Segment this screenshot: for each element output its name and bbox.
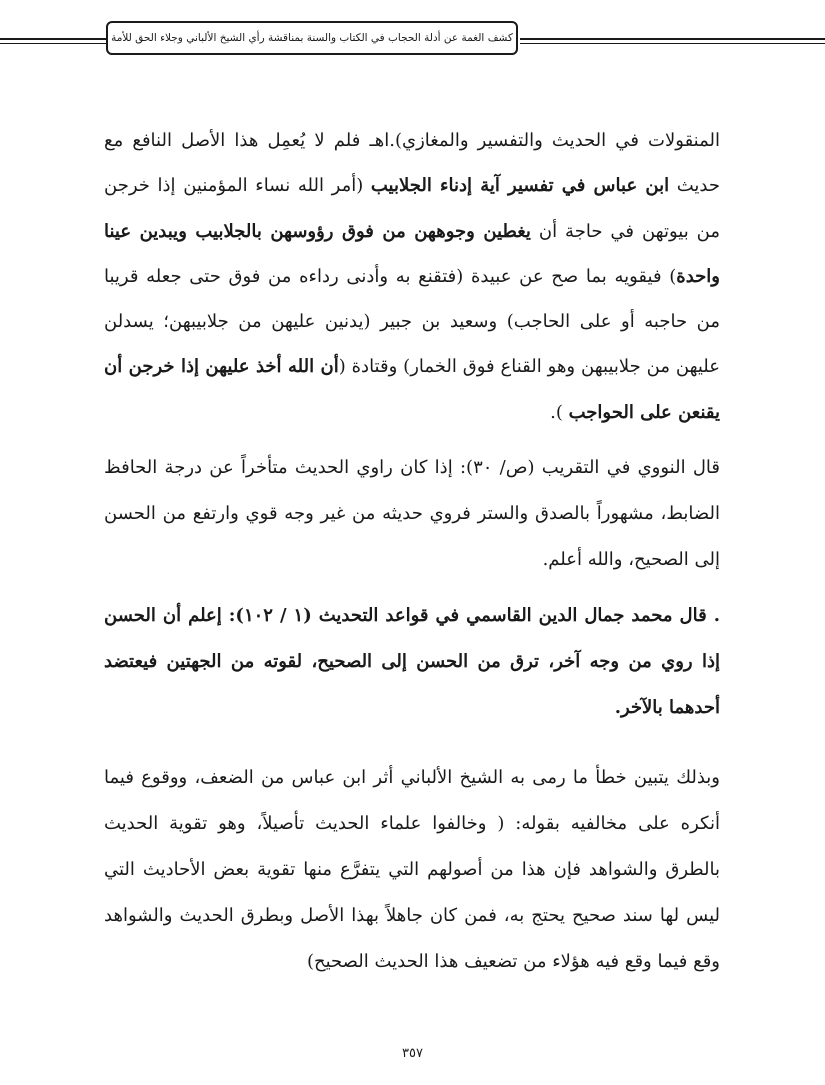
page-number: ٣٥٧: [402, 1046, 423, 1061]
p1-seg-0: المنقولات في الحديث والتفسير والمغازي).اهـ فلم لا يُعمِل هذا الأصل النافع مع حديث: [104, 130, 720, 197]
header-rule-right: [520, 38, 825, 40]
paragraph-2: [104, 445, 720, 583]
page-body: [104, 118, 720, 985]
running-header-title: كشف الغمة عن أدلة الحجاب في الكتاب والسنة بمناقشة رأي الشيخ الألباني وجلاء الحق للأمة: [111, 32, 513, 44]
p4-seg-0: وبذلك يتبين خطأ ما رمى به الشيخ الألباني أثر ابن عباس من الضعف، ووقوع فيما أنكره على مخالفيه بقوله: ( وخالفوا علماء الحديث تأصيلاً، وهو تقوية الحديث بالطرق والشواهد فإن هذا من أصولهم التي يتفرَّع منها تقوية بعض الأحاديث التي ليس لها سند صحيح يحتج به، فمن كان جاهلاً بهذا الأصل وبطرق الحديث والشواهد وقع فيما وقع فيه هؤلاء من تضعيف هذا الحديث الصحيح): [104, 767, 720, 973]
p1-seg-1: ابن عباس في تفسير آية إدناء الجلابيب: [370, 175, 670, 197]
p3-seg-0: . قال محمد جمال الدين القاسمي في قواعد التحديث (١ / ١٠٢): إعلم أن الحسن إذا روي من وجه آخر، ترق من الحسن إلى الصحيح، لقوته من الجهتين فيعتضد أحدهما بالآخر.: [104, 605, 720, 719]
p1-seg-5: أن الله أخذ عليهن إذا خرجن أن يقنعن على الحواجب: [104, 356, 720, 423]
running-header: [106, 21, 518, 55]
p1-seg-6: ).: [550, 401, 569, 423]
p1-seg-4: ) فيقويه بما صح عن عبيدة (فتقنع به وأدنى رداءه من فوق حتى جعله قريبا من حاجبه أو على الحاجب) وسعيد بن جبير (يدنين عليهن من جلابيبهن؛ يسدلن عليهن من جلابيبهن وهو القناع فوق الخمار) وقتادة (: [104, 265, 720, 378]
p2-seg-0: قال النووي في التقريب (ص/ ٣٠): إذا كان راوي الحديث متأخراً عن درجة الحافظ الضابط، مشهوراً بالصدق والستر فروي حديثه من غير وجه قوي وارتفع من الحسن إلى الصحيح، والله أعلم.: [104, 457, 721, 571]
paragraph-gap: [104, 731, 720, 755]
header-rule-right-thin: [520, 43, 825, 44]
header-rule-left: [0, 38, 106, 40]
paragraph-4: [104, 755, 720, 985]
p1-seg-3: يغطين وجوههن من فوق رؤوسهن بالجلابيب ويبدين عينا واحدة: [104, 220, 720, 287]
paragraph-1: [104, 118, 720, 435]
paragraph-gap: [104, 435, 720, 445]
paragraph-gap: [104, 583, 720, 593]
header-rule-left-thin: [0, 43, 106, 44]
paragraph-3: [104, 593, 720, 731]
p1-seg-2: (أمر الله نساء المؤمنين إذا خرجن من بيوتهن في حاجة أن: [104, 175, 721, 242]
